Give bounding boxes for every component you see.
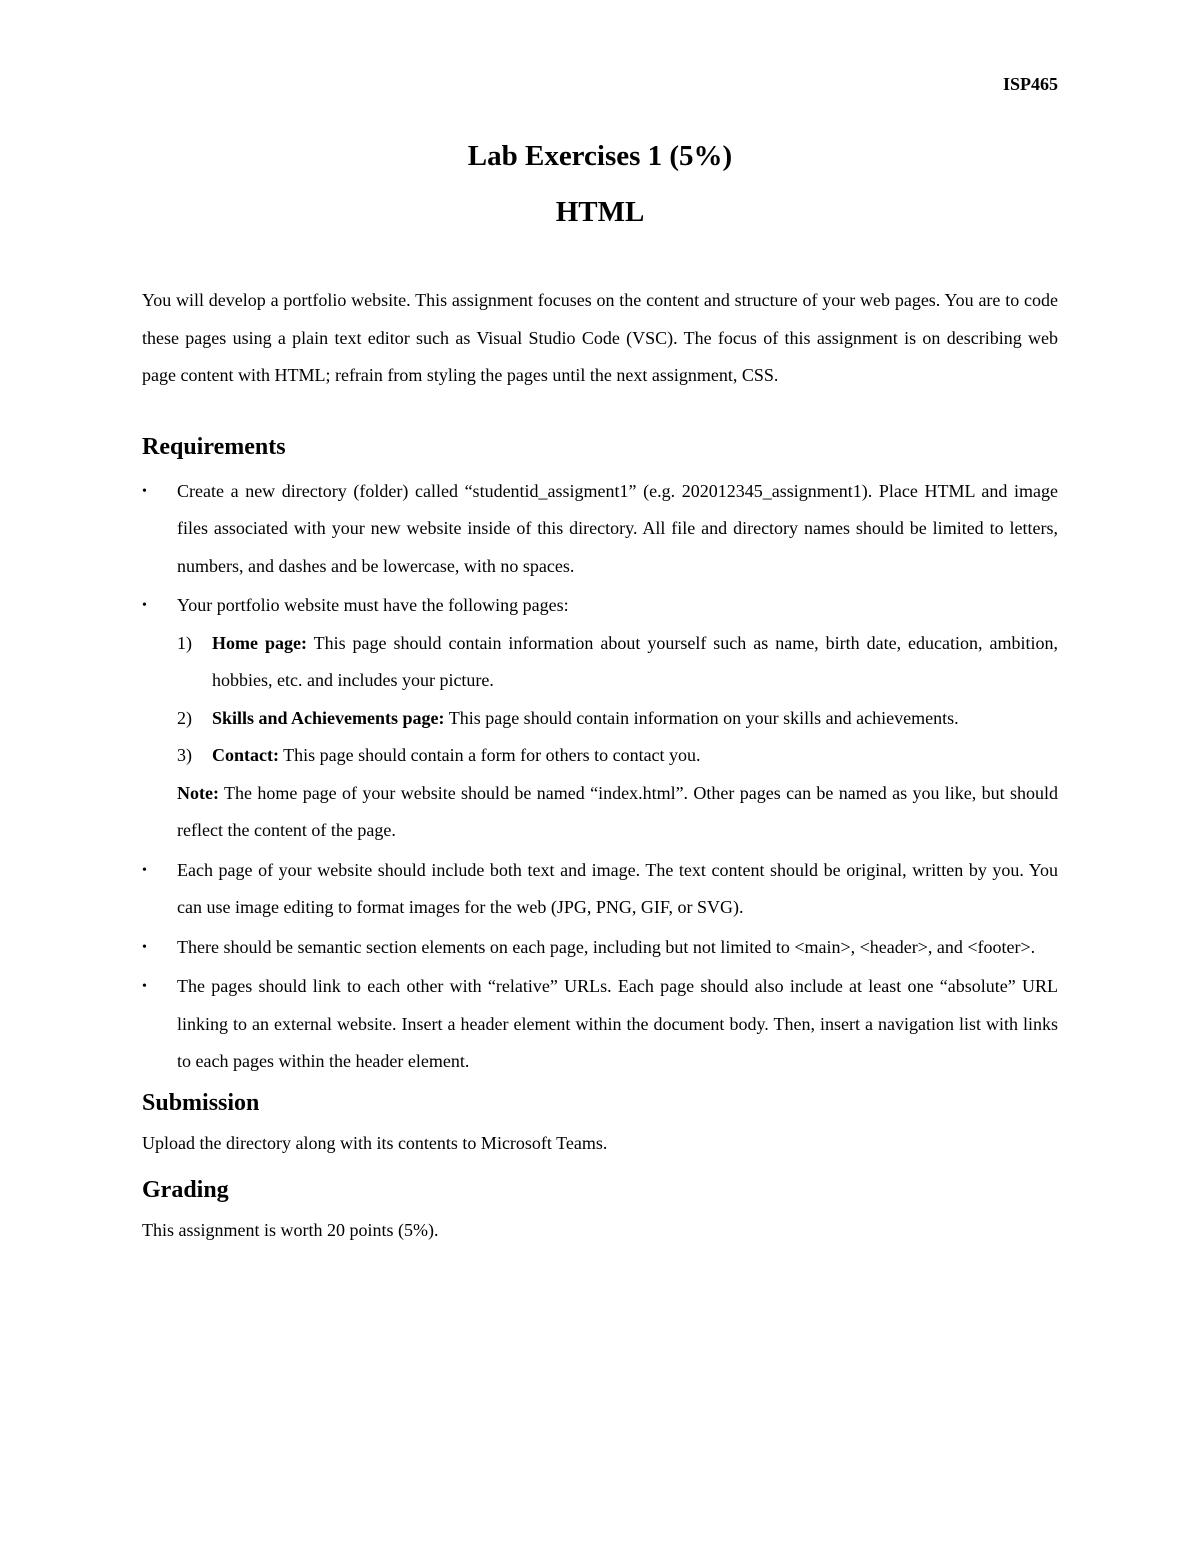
grading-text: This assignment is worth 20 points (5%).	[142, 1220, 439, 1240]
list-number: 2)	[177, 707, 192, 728]
page-title: Lab Exercises 1 (5%)	[467, 140, 733, 172]
requirement-text: Your portfolio website must have the following pages:	[177, 595, 569, 615]
course-code: ISP465	[1002, 74, 1058, 94]
requirements-heading: Requirements	[142, 433, 286, 460]
list-item	[142, 968, 1058, 1081]
grading-heading: Grading	[142, 1177, 229, 1203]
pages-list	[177, 625, 1058, 775]
page-subtitle: HTML	[555, 196, 645, 228]
bullet-icon: •	[142, 939, 147, 955]
list-item	[177, 700, 1058, 738]
requirement-text: There should be semantic section elements on each page, including but not limited to <main>, <header>, and <footer>.	[177, 936, 1036, 957]
bullet-icon: •	[142, 862, 147, 878]
page-description: This page should contain a form for others to contact you.	[278, 745, 701, 765]
document-body	[142, 282, 1058, 1250]
list-item	[177, 625, 1058, 700]
page-label: Contact:	[212, 745, 279, 765]
requirement-text: The pages should link to each other with “relative” URLs. Each page should also include at least one “absolute” URL linking to an external website. Insert a header element within the document body. Then, insert a navigation list with links to each pages within the header element.	[177, 976, 1058, 1071]
bullet-icon: •	[142, 483, 147, 499]
list-number: 1)	[177, 632, 192, 653]
list-number: 3)	[177, 745, 192, 765]
note-label: Note:	[177, 782, 219, 803]
note	[177, 775, 1058, 850]
submission-text: Upload the directory along with its contents to Microsoft Teams.	[142, 1132, 608, 1153]
bullet-icon: •	[142, 979, 147, 994]
submission-heading: Submission	[142, 1089, 260, 1116]
list-item	[142, 852, 1058, 927]
requirement-text: Each page of your website should include both text and image. The text content should be original, written by you. You can use image editing to format images for the web (JPG, PNG, GIF, or SVG).	[177, 859, 1058, 917]
page-label: Skills and Achievements page:	[212, 707, 445, 728]
list-item	[142, 929, 1058, 967]
bullet-icon: •	[142, 598, 147, 613]
page-description: This page should contain information on your skills and achievements.	[444, 707, 959, 728]
page-description: This page should contain information about yourself such as name, birth date, education, ambition, hobbies, etc. and includes your picture.	[212, 632, 1058, 690]
page-label: Home page:	[212, 632, 307, 653]
requirement-text: Create a new directory (folder) called “studentid_assigment1” (e.g. 202012345_assignment1). Place HTML and image files associated with your new website inside of this directory. All file and directory names should be limited to letters, numbers, and dashes and be lowercase, with no spaces.	[177, 480, 1058, 576]
note-text: The home page of your website should be named “index.html”. Other pages can be named as you like, but should reflect the content of the page.	[177, 782, 1058, 840]
list-item	[177, 737, 1058, 775]
intro-paragraph: You will develop a portfolio website. This assignment focuses on the content and structure of your web pages. You are to code these pages using a plain text editor such as Visual Studio Code (VSC). The focus of this assignment is on describing web page content with HTML; refrain from styling the pages until the next assignment, CSS.	[142, 290, 1058, 385]
requirements-list	[142, 473, 1058, 1081]
list-item	[142, 473, 1058, 586]
list-item	[142, 587, 1058, 850]
